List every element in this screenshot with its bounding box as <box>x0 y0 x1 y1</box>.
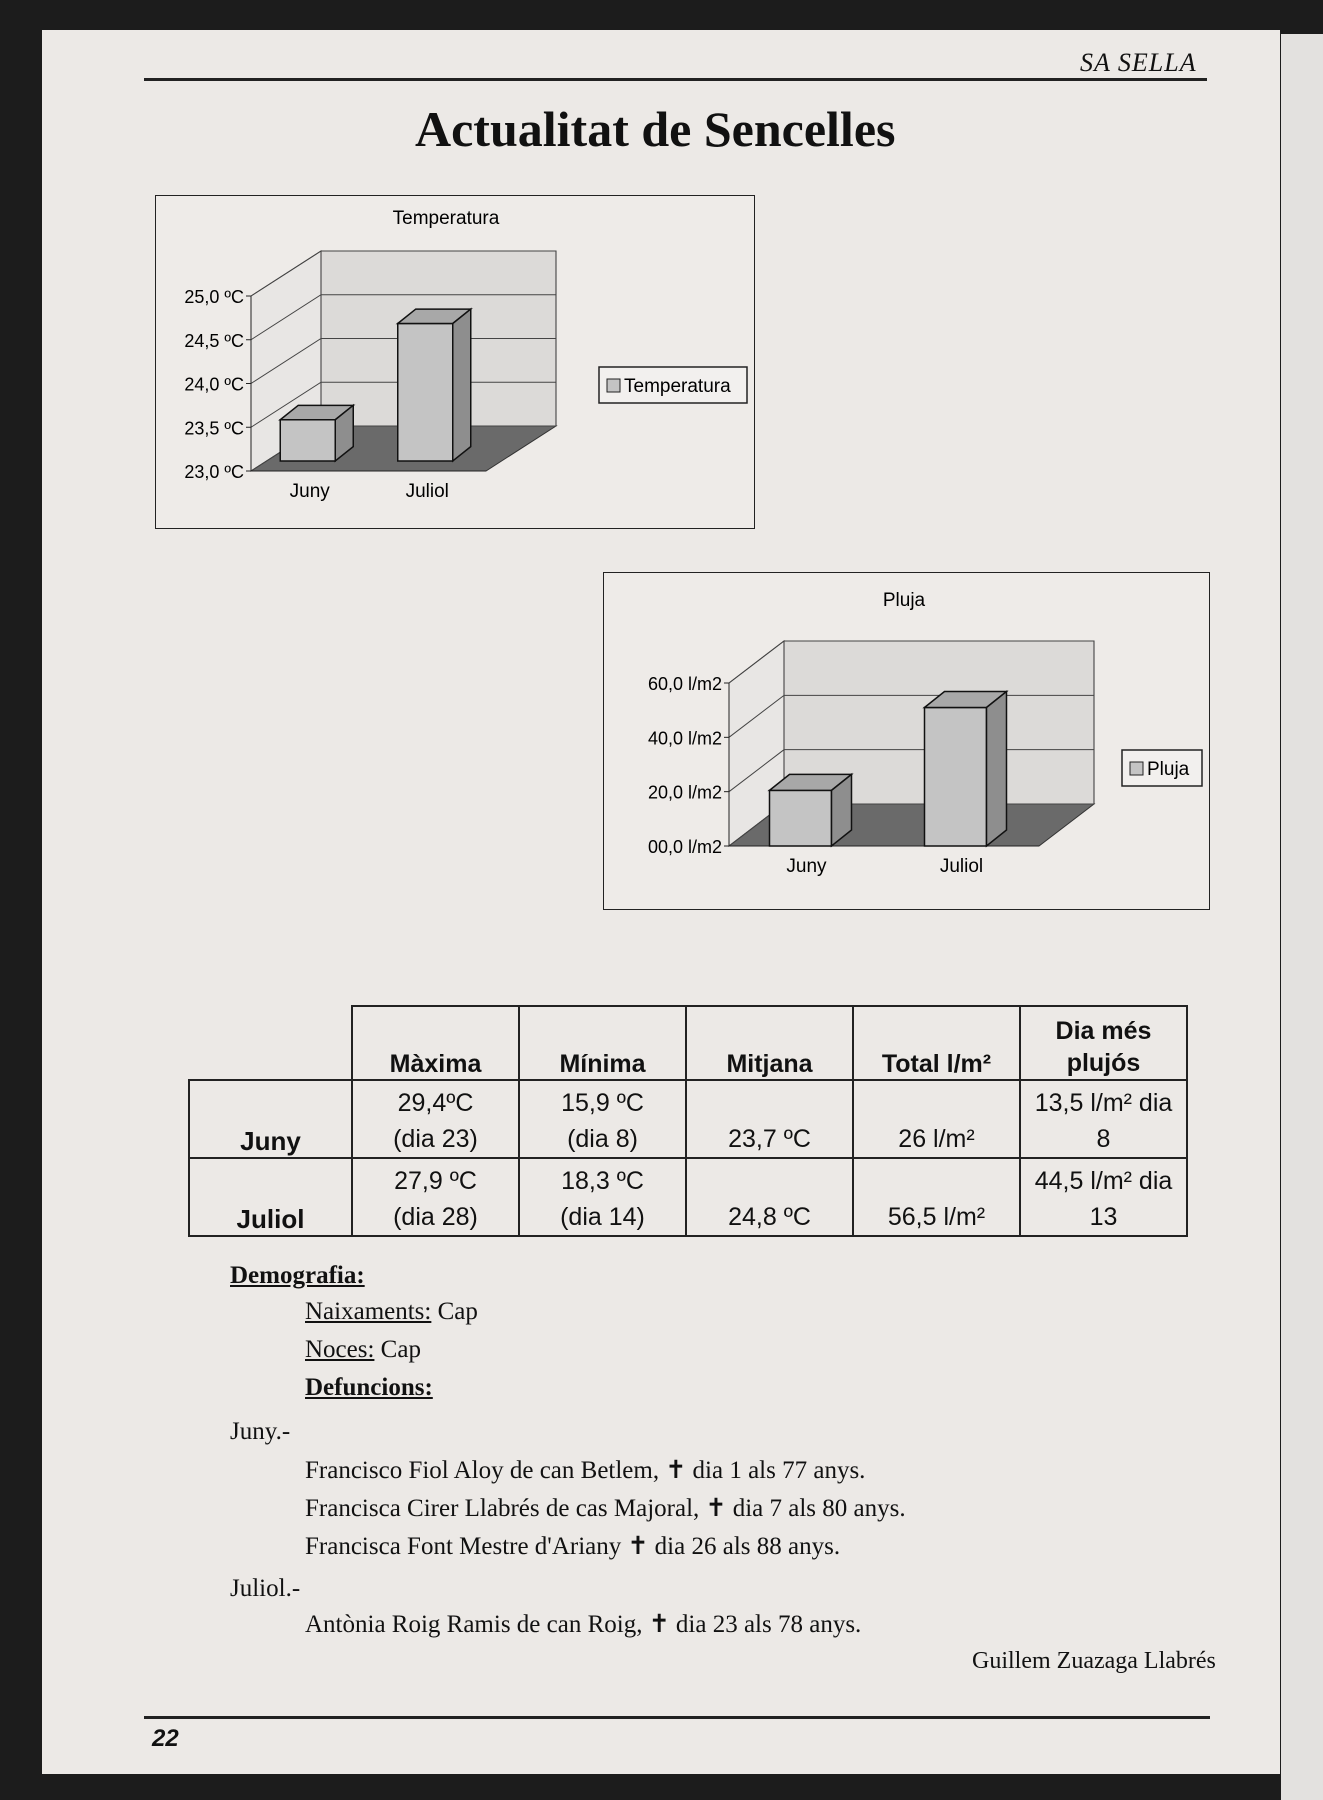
y-tick-label: 24,5 ºC <box>184 330 244 351</box>
article-title: Actualitat de Sencelles <box>415 101 896 157</box>
max-value: 29,4ºC <box>397 1089 474 1117</box>
header-avg: Mitjana <box>686 1006 853 1080</box>
table-corner <box>189 1006 352 1080</box>
header-total: Total l/m² <box>853 1006 1020 1080</box>
author-signature: Guillem Zuazaga Llabrés <box>972 1648 1216 1674</box>
cell-max <box>352 1080 519 1158</box>
y-tick-label: 23,5 ºC <box>184 418 244 439</box>
cell-min <box>519 1158 686 1236</box>
min-day: (dia 8) <box>567 1125 638 1153</box>
legend-swatch <box>1130 762 1143 775</box>
defuncions-label: Defuncions: <box>305 1374 433 1401</box>
y-tick-label: 60,0 l/m2 <box>647 674 722 694</box>
footer-rule <box>144 1716 1210 1719</box>
chart-title: Pluja <box>882 590 926 611</box>
max-day: (dia 23) <box>393 1125 478 1153</box>
bar-side <box>987 692 1007 846</box>
x-tick-label: Juliol <box>939 856 984 877</box>
noces-line <box>305 1336 421 1364</box>
rain-amount: 13,5 l/m² dia <box>1034 1089 1173 1117</box>
cell-rain <box>1020 1158 1187 1236</box>
cell-avg: 24,8 ºC <box>686 1158 853 1236</box>
x-tick-label: Juny <box>786 856 827 877</box>
cell-total: 56,5 l/m² <box>853 1158 1020 1236</box>
max-day: (dia 28) <box>393 1203 478 1231</box>
max-value: 27,9 ºC <box>394 1167 477 1195</box>
cell-rain <box>1020 1080 1187 1158</box>
row-label-juliol: Juliol <box>189 1158 352 1236</box>
naixaments-value: Cap <box>431 1298 478 1325</box>
bar-side <box>453 309 471 461</box>
magazine-header: SA SELLA <box>1080 48 1197 77</box>
header-rainiest-day <box>1020 1006 1187 1080</box>
x-tick-label: Juliol <box>405 481 449 502</box>
header-rainiest-line2: plujós <box>1066 1049 1141 1077</box>
header-rainiest-line1: Dia més <box>1055 1017 1152 1045</box>
next-page-edge <box>1281 34 1323 1800</box>
temperature-chart <box>155 195 755 529</box>
bar-front <box>280 420 335 461</box>
page-number: 22 <box>152 1725 179 1752</box>
naixaments-label: Naixaments: <box>305 1298 432 1325</box>
temperature-chart-svg <box>156 196 754 528</box>
legend-label: Pluja <box>1147 759 1190 780</box>
header-rule <box>144 78 1207 81</box>
min-value: 18,3 ºC <box>561 1167 644 1195</box>
demografia-heading: Demografia: <box>230 1262 365 1289</box>
bar-front <box>770 790 832 846</box>
bar-front <box>925 708 987 846</box>
juny-label: Juny.- <box>230 1418 291 1445</box>
legend-swatch <box>607 379 620 392</box>
rain-chart-svg <box>604 573 1209 909</box>
y-tick-label: 00,0 l/m2 <box>647 837 722 857</box>
header-min: Mínima <box>519 1006 686 1080</box>
noces-value: Cap <box>374 1336 421 1363</box>
chart-title: Temperatura <box>392 208 500 229</box>
rain-amount: 44,5 l/m² dia <box>1034 1167 1173 1195</box>
min-day: (dia 14) <box>560 1203 645 1231</box>
weather-table <box>188 1005 1188 1237</box>
legend-label: Temperatura <box>624 376 731 397</box>
min-value: 15,9 ºC <box>561 1089 644 1117</box>
rain-day: 8 <box>1096 1125 1111 1153</box>
cell-max <box>352 1158 519 1236</box>
death-entry: Francisco Fiol Aloy de can Betlem, ✝ dia 1 als 77 anys. <box>305 1457 866 1484</box>
cell-avg: 23,7 ºC <box>686 1080 853 1158</box>
noces-label: Noces: <box>305 1336 375 1363</box>
header-max: Màxima <box>352 1006 519 1080</box>
y-tick-label: 24,0 ºC <box>184 374 244 395</box>
y-tick-label: 25,0 ºC <box>184 287 244 307</box>
cell-total: 26 l/m² <box>853 1080 1020 1158</box>
death-entry: Francisca Cirer Llabrés de cas Majoral, ✝ dia 7 als 80 anys. <box>305 1495 906 1522</box>
row-label-juny: Juny <box>189 1080 352 1158</box>
y-tick-label: 20,0 l/m2 <box>647 782 722 803</box>
bar-front <box>398 324 453 462</box>
rain-day: 13 <box>1089 1203 1118 1231</box>
rain-chart <box>603 572 1210 910</box>
death-entry: Antònia Roig Ramis de can Roig, ✝ dia 23 als 78 anys. <box>305 1611 862 1638</box>
juliol-label: Juliol.- <box>230 1575 301 1602</box>
cell-min <box>519 1080 686 1158</box>
y-tick-label: 40,0 l/m2 <box>647 728 722 749</box>
naixaments-line <box>305 1298 478 1326</box>
death-entry: Francisca Font Mestre d'Ariany ✝ dia 26 als 88 anys. <box>305 1533 841 1560</box>
y-tick-label: 23,0 ºC <box>184 462 244 482</box>
x-tick-label: Juny <box>289 481 330 502</box>
